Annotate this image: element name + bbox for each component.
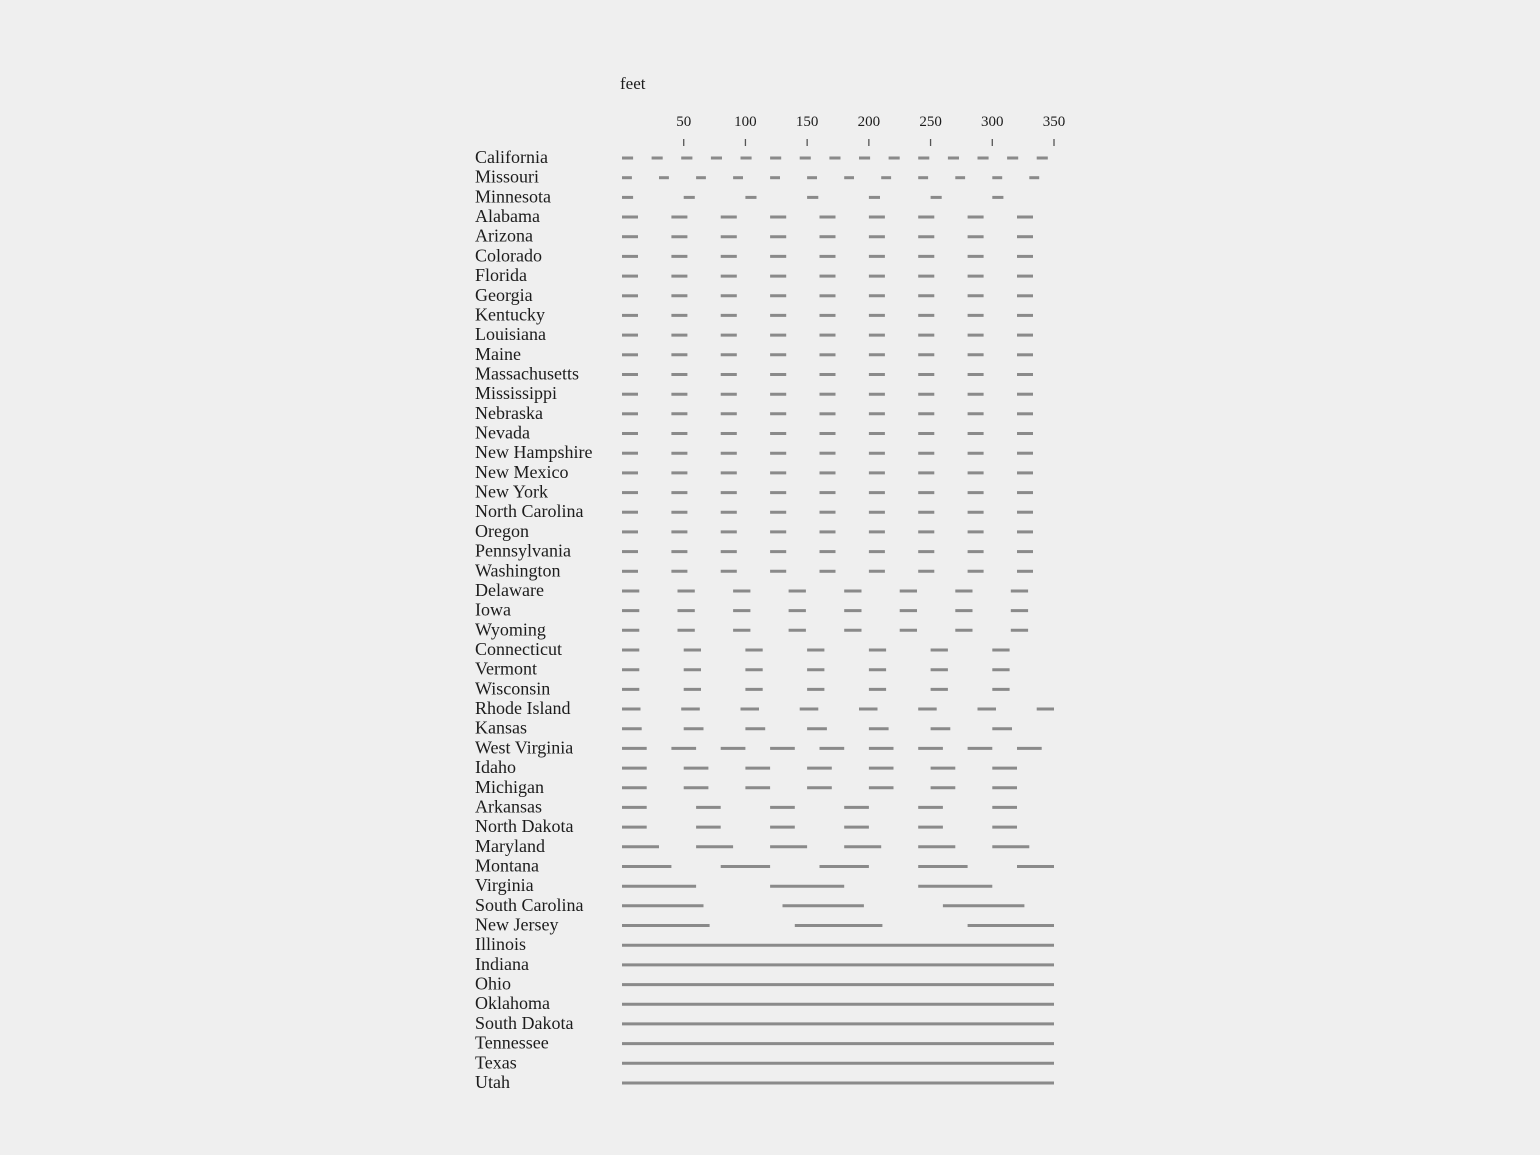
- x-tick-label-150: 150: [795, 114, 819, 130]
- state-labels: [475, 147, 592, 1092]
- x-tick-label-300: 300: [981, 114, 1004, 130]
- state-label: West Virginia: [475, 737, 574, 758]
- state-label: Oregon: [475, 520, 529, 541]
- x-tick-label-50: 50: [676, 114, 692, 130]
- state-label: New Mexico: [475, 461, 569, 482]
- state-label: Missouri: [475, 166, 540, 187]
- state-label: New York: [475, 481, 549, 502]
- state-label: Wisconsin: [475, 678, 551, 699]
- state-label: Illinois: [475, 934, 527, 955]
- state-label: Tennessee: [475, 1032, 549, 1053]
- state-label: Michigan: [475, 776, 544, 797]
- x-tick-label-250: 250: [919, 114, 942, 130]
- state-label: North Carolina: [475, 501, 584, 522]
- state-label: Louisiana: [475, 324, 546, 345]
- state-label: Idaho: [475, 757, 516, 778]
- state-label: North Dakota: [475, 816, 574, 837]
- unit-label-feet: feet: [620, 74, 646, 93]
- state-label: Connecticut: [475, 639, 562, 659]
- state-label: Georgia: [475, 284, 533, 305]
- state-label: New Jersey: [475, 914, 559, 935]
- state-label: Maine: [475, 343, 521, 364]
- state-label: Texas: [475, 1052, 517, 1073]
- state-label: Nebraska: [475, 402, 543, 423]
- x-tick-label-100: 100: [734, 114, 757, 130]
- state-label: Oklahoma: [475, 993, 550, 1014]
- state-label: Kansas: [475, 717, 527, 738]
- x-tick-label-200: 200: [857, 114, 881, 130]
- state-label: Kentucky: [475, 304, 545, 325]
- state-label: Ohio: [475, 973, 511, 994]
- state-label: South Carolina: [475, 894, 584, 915]
- state-label: Pennsylvania: [475, 540, 571, 561]
- state-label: Wyoming: [475, 619, 546, 640]
- state-label: Delaware: [475, 579, 544, 600]
- state-label: Montana: [475, 855, 539, 876]
- state-label: Arkansas: [475, 796, 542, 817]
- state-label: Rhode Island: [475, 698, 571, 719]
- state-label: Indiana: [475, 953, 529, 974]
- state-label: California: [475, 147, 548, 167]
- state-label: Florida: [475, 265, 527, 286]
- state-label: Mississippi: [475, 383, 558, 404]
- state-label: Utah: [475, 1071, 510, 1092]
- dash-rows: [622, 158, 1054, 1083]
- state-label: Alabama: [475, 206, 540, 227]
- state-label: Colorado: [475, 245, 542, 266]
- state-label: Nevada: [475, 422, 530, 443]
- x-tick-label-350: 350: [1042, 114, 1066, 130]
- state-label: Vermont: [475, 658, 537, 679]
- state-label: Virginia: [475, 875, 534, 896]
- state-label: Washington: [475, 560, 561, 581]
- state-label: New Hampshire: [475, 442, 593, 463]
- state-label: Arizona: [475, 225, 533, 246]
- state-label: Maryland: [475, 835, 545, 856]
- state-label: Iowa: [475, 599, 511, 620]
- state-label: Massachusetts: [475, 363, 579, 384]
- state-label: South Dakota: [475, 1012, 574, 1033]
- state-label: Minnesota: [475, 186, 551, 207]
- x-axis: [676, 114, 1065, 146]
